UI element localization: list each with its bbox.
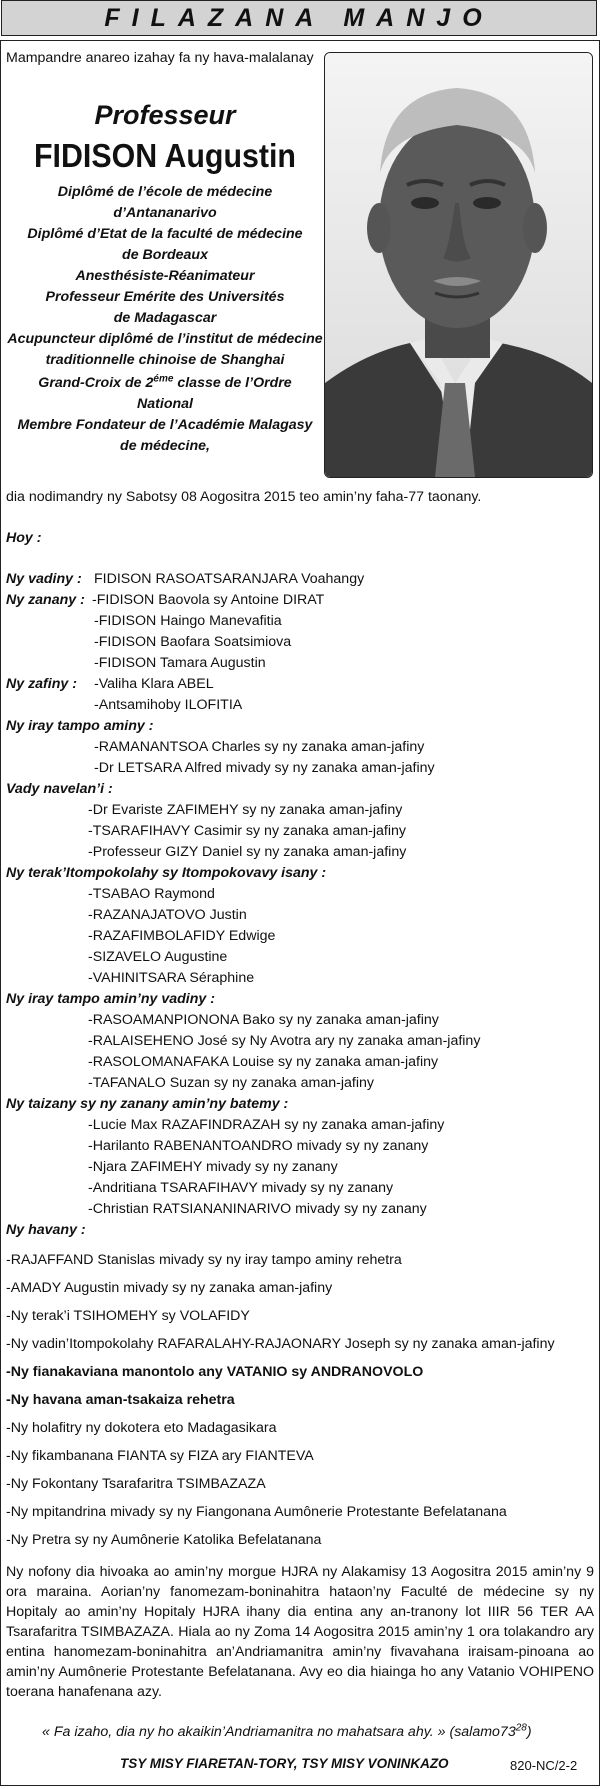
family-label: Vady navelan’i : (6, 781, 113, 797)
family-label: Ny iray tampo amin’ny vadiny : (6, 991, 215, 1007)
credential-line: Acupuncteur diplômé de l’institut de médecine (7, 331, 323, 347)
family-entry: -SIZAVELO Augustine (88, 949, 228, 965)
footer-slogan: TSY MISY FIARETAN-TORY, TSY MISY VONINKAZO (120, 1756, 449, 1771)
family-entry: -Dr Evariste ZAFIMEHY sy ny zanaka aman-jafiny (88, 802, 403, 818)
credential-line: National (137, 396, 193, 412)
family-entry: -TSABAO Raymond (88, 886, 215, 902)
family-entry: -Christian RATSIANANINARIVO mivady sy ny zanany (88, 1201, 427, 1217)
deceased-name: FIDISON Augustin (34, 137, 296, 174)
family-entry: -Professeur GIZY Daniel sy ny zanaka aman-jafiny (88, 844, 407, 860)
funeral-details: Ny nofony dia hivoaka ao amin’ny morgue HJRA ny Alakamisy 13 Aogositra 2015 amin’ny 9 ora maraina. Aorian’ny fanomezam-boninahitra hataon’ny Faculté de médecine sy ny Hopitaly ao amin’ny Hopitaly HJRA ihany dia entina any an-tranony lot IIIR 56 TER AA Tsarafaritra TSIMBAZAZA. Hiala ao ny Zoma 14 Aogositra 2015 amin’ny 1 ora tolakandro ary entina hanomezam-boninahitra an’Andriamanitra amin’ny fivavahana iraisam-pinoana ao amin’ny Aumônerie Protestante Befelatanana. Avy eo dia hiainga ho any Vatanio VOHIPENO toerana hanafenana azy. (6, 1564, 594, 1700)
family-label: Ny vadiny : (6, 571, 82, 587)
relative-entry: -Ny holafitry ny dokotera eto Madagasikara (6, 1420, 277, 1436)
family-entry: -FIDISON Baovola sy Antoine DIRAT (92, 592, 325, 608)
portrait-illustration (325, 53, 592, 477)
relative-entry: -AMADY Augustin mivady sy ny zanaka aman-jafiny (6, 1280, 333, 1296)
credential-grandcroix: Grand-Croix de $2^{éme}$ classe de l’Ordre (38, 373, 292, 391)
relative-entry: -Ny fianakaviana manontolo any VATANIO sy ANDRANOVOLO (6, 1364, 424, 1380)
family-label: Ny zanany : (6, 592, 85, 608)
family-entry: -RASOAMANPIONONA Bako sy ny zanaka aman-jafiny (88, 1012, 439, 1028)
family-entry: -RASOLOMANAFAKA Louise sy ny zanaka aman-jafiny (88, 1054, 439, 1070)
family-entry: -Antsamihoby ILOFITIA (94, 697, 243, 713)
relative-entry: -RAJAFFAND Stanislas mivady sy ny iray tampo aminy rehetra (6, 1252, 402, 1268)
family-label: Ny zafiny : (6, 676, 77, 692)
family-entry: -Lucie Max RAZAFINDRAZAH sy ny zanaka aman-jafiny (88, 1117, 445, 1133)
credential-line: Membre Fondateur de l’Académie Malagasy (17, 417, 313, 433)
family-entry: -Harilanto RABENANTOANDRO mivady sy ny zanany (88, 1138, 429, 1154)
relative-entry: -Ny Pretra sy ny Aumônerie Katolika Befelatanana (6, 1532, 322, 1548)
intro-text: Mampandre anareo izahay fa ny hava-malalanay (6, 50, 314, 66)
portrait-photo (324, 52, 593, 478)
page-title: FILAZANA MANJO (1, 0, 597, 36)
family-entry: -Njara ZAFIMEHY mivady sy ny zanany (88, 1159, 338, 1175)
bible-quote: « Fa izaho, dia ny ho akaikin’Andriamanitra no mahatsara ahy. » $(salamo73^{28})$ (42, 1722, 532, 1740)
family-entry: -TSARAFIHAVY Casimir sy ny zanaka aman-jafiny (88, 823, 406, 839)
family-entry: -Andritiana TSARAFIHAVY mivady sy ny zanany (88, 1180, 394, 1196)
family-entry: -RAZAFIMBOLAFIDY Edwige (88, 928, 276, 944)
relative-entry: -Ny Fokontany Tsarafaritra TSIMBAZAZA (6, 1476, 266, 1492)
credential-line: d’Antananarivo (113, 205, 217, 221)
credential-line: Anesthésiste-Réanimateur (75, 268, 255, 284)
relative-entry: -Ny havana aman-tsakaiza rehetra (6, 1392, 235, 1408)
family-label: Ny iray tampo aminy : (6, 718, 154, 734)
family-entry: -RAMANANTSOA Charles sy ny zanaka aman-jafiny (94, 739, 425, 755)
family-entry: -VAHINITSARA Séraphine (88, 970, 255, 986)
relative-entry: -Ny mpitandrina mivady sy ny Fiangonana Aumônerie Protestante Befelatanana (6, 1504, 507, 1520)
death-announcement: dia nodimandry ny Sabotsy 08 Aogositra 2015 teo amin’ny faha-77 taonany. (6, 489, 482, 505)
family-entry: -TAFANALO Suzan sy ny zanaka aman-jafiny (88, 1075, 374, 1091)
family-label: Ny taizany sy ny zanany amin’ny batemy : (6, 1096, 289, 1112)
credential-line: de médecine, (120, 438, 210, 454)
relative-entry: -Ny fikambanana FIANTA sy FIZA ary FIANTEVA (6, 1448, 314, 1464)
family-entry: -FIDISON Haingo Manevafitia (94, 613, 282, 629)
credential-line: Diplômé de l’école de médecine (57, 184, 273, 200)
credential-line: Diplômé d’Etat de la faculté de médecine (27, 226, 303, 242)
relative-entry: -Ny terak’i TSIHOMEHY sy VOLAFIDY (6, 1308, 250, 1324)
family-label: Ny terak’Itompokolahy sy Itompokovavy isany : (6, 865, 327, 881)
family-entry: -FIDISON Tamara Augustin (94, 655, 266, 671)
deceased-title: Professeur (94, 100, 236, 130)
family-entry: -RAZANAJATOVO Justin (88, 907, 247, 923)
section-heading: Hoy : (6, 530, 42, 546)
family-label: Ny havany : (6, 1222, 86, 1238)
relative-entry: -Ny vadin’Itompokolahy RAFARALAHY-RAJAONARY Joseph sy ny zanaka aman-jafiny (6, 1336, 555, 1352)
credential-line: traditionnelle chinoise de Shanghai (45, 352, 285, 368)
family-entry: -Dr LETSARA Alfred mivady sy ny zanaka aman-jafiny (94, 760, 435, 776)
ad-code: 820-NC/2-2 (510, 1758, 578, 1773)
credential-line: de Madagascar (113, 310, 217, 326)
family-entry: -RALAISEHENO José sy Ny Avotra ary ny zanaka aman-jafiny (88, 1033, 481, 1049)
family-entry: FIDISON RASOATSARANJARA Voahangy (94, 571, 365, 587)
family-entry: -Valiha Klara ABEL (94, 676, 214, 692)
family-entry: -FIDISON Baofara Soatsimiova (94, 634, 292, 650)
credential-line: Professeur Emérite des Universités (45, 289, 285, 305)
credential-line: de Bordeaux (122, 247, 208, 263)
